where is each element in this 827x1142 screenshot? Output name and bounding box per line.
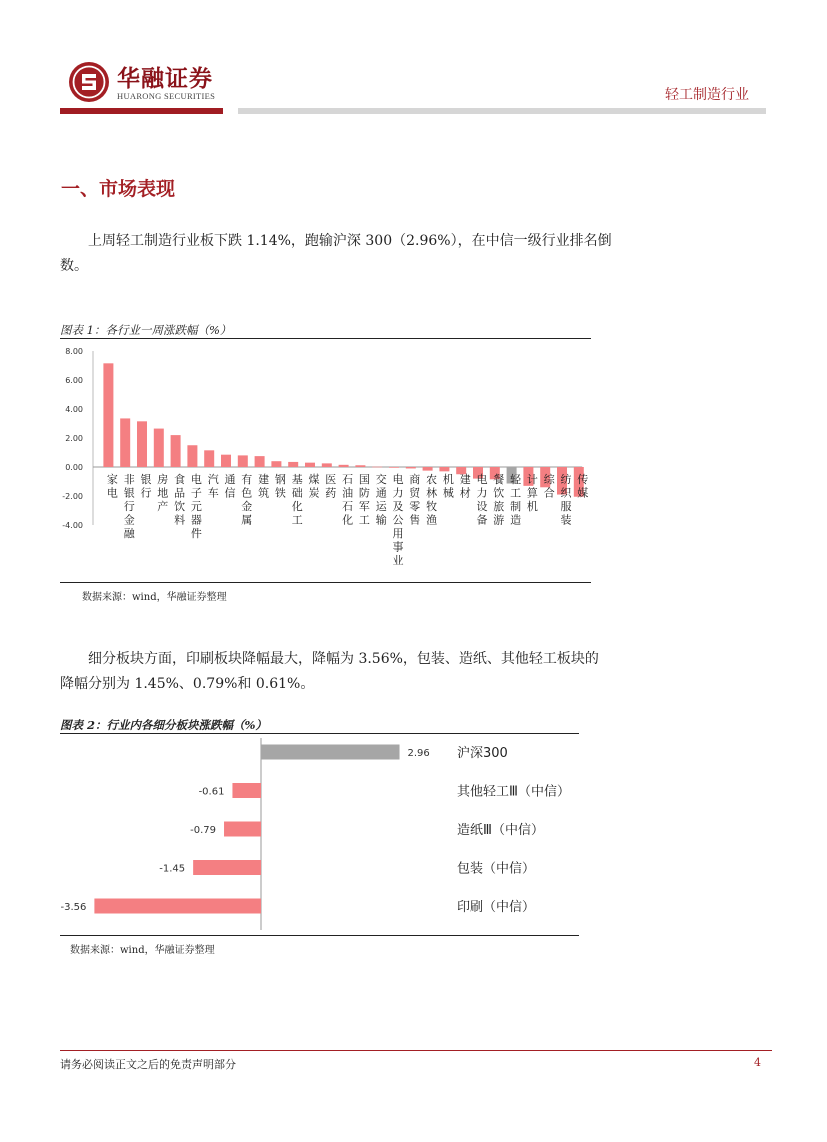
chart2-category-label: 其他轻工Ⅲ（中信） — [457, 784, 570, 800]
chart1-x-tick-label: 煤炭 — [308, 473, 320, 500]
chart2-data-label: 2.96 — [407, 748, 430, 759]
chart1-x-tick-label: 非银行金融 — [123, 473, 135, 540]
chart1-bar — [221, 455, 231, 467]
chart1-x-tick-label: 建材 — [459, 473, 471, 500]
chart1-y-tick: 6.00 — [65, 376, 83, 385]
chart1-x-tick-label: 通信 — [224, 473, 236, 500]
chart1-x-tick-label: 有色金属 — [241, 473, 253, 527]
chart1-x-tick-label: 医药 — [325, 473, 337, 500]
chart1-x-tick-label: 计算机 — [526, 473, 538, 513]
figure1-caption: 图表 1：各行业一周涨跌幅（%） — [60, 323, 232, 337]
footer-rule — [60, 1050, 772, 1051]
section-title: 一、市场表现 — [61, 178, 176, 200]
brand-name-cn: 华融证券 — [117, 66, 213, 92]
chart1-bar — [154, 429, 164, 467]
chart1-bar — [187, 445, 197, 467]
chart1-x-tick-label: 综合 — [543, 473, 555, 500]
chart1-y-tick: -2.00 — [62, 492, 83, 501]
chart1-x-tick-label: 纺织服装 — [560, 473, 572, 527]
subsector-change-chart — [60, 734, 579, 934]
chart1-bar — [271, 461, 281, 467]
chart1-bar — [305, 463, 315, 467]
chart1-bar — [372, 467, 382, 468]
chart2-bar — [224, 822, 261, 837]
chart1-x-tick-label: 电力设备 — [476, 473, 488, 527]
industry-weekly-change-chart — [60, 340, 591, 582]
chart1-bar — [288, 462, 298, 467]
figure1-top-rule — [60, 338, 591, 339]
chart1-y-tick: -4.00 — [62, 521, 83, 530]
chart2-data-label: -0.61 — [198, 786, 225, 798]
chart1-bar — [238, 455, 248, 467]
chart1-bar — [389, 467, 399, 468]
chart1-y-tick: 0.00 — [65, 463, 83, 472]
chart1-x-tick-label: 房地产 — [157, 473, 169, 513]
figure2-caption: 图表 2：行业内各细分板块涨跌幅（%） — [60, 718, 267, 732]
chart1-bar — [204, 450, 214, 467]
figure2-bottom-rule — [60, 935, 579, 936]
chart2-category-label: 造纸Ⅲ（中信） — [457, 823, 544, 838]
chart1-x-tick-label: 交通运输 — [375, 473, 387, 527]
chart2-category-label: 沪深300 — [457, 746, 508, 761]
chart2-bar — [193, 860, 261, 875]
chart1-x-tick-label: 建筑 — [258, 473, 270, 500]
chart1-x-tick-label: 汽车 — [207, 473, 219, 500]
chart2-category-label: 印刷（中信） — [457, 900, 536, 915]
chart1-x-tick-label: 钢铁 — [274, 473, 286, 500]
chart1-x-tick-label: 家电 — [106, 473, 118, 500]
chart2-data-label: -1.45 — [159, 863, 186, 875]
chart1-x-tick-label: 机械 — [442, 473, 454, 500]
chart1-x-tick-label: 商贸零售 — [409, 473, 421, 527]
chart2-bar — [261, 745, 400, 760]
chart2-data-label: -0.79 — [190, 825, 217, 836]
chart1-bar — [423, 467, 433, 471]
chart2-category-label: 包装（中信） — [457, 861, 536, 877]
chart1-x-tick-label: 电子元器件 — [190, 473, 202, 540]
brand-name-en: HUARONG SECURITIES — [117, 91, 216, 101]
chart1-y-tick: 8.00 — [65, 347, 83, 356]
paragraph-subsector-summary: 细分板块方面，印刷板块降幅最大，降幅为 3.56%，包装、造纸、其他轻工板块的降幅分别为 1.45%、0.79%和 0.61%。 — [60, 651, 599, 692]
chart1-x-tick-label: 轻工制造 — [510, 473, 522, 527]
footer-disclaimer: 请务必阅读正文之后的免责声明部分 — [60, 1058, 236, 1071]
chart1-bar — [255, 456, 265, 467]
chart1-x-tick-label: 基础化工 — [291, 473, 303, 527]
chart1-x-tick-label: 传媒 — [577, 473, 589, 500]
chart1-x-tick-label: 餐饮旅游 — [493, 473, 505, 527]
header-bar-red — [60, 108, 223, 114]
industry-tag: 轻工制造行业 — [665, 87, 749, 103]
chart1-bar — [439, 467, 449, 471]
chart1-x-tick-label: 农林牧渔 — [426, 473, 438, 527]
chart1-x-tick-label: 电力及公用事业 — [392, 473, 404, 567]
huarong-logo — [68, 61, 110, 103]
paragraph-market-summary: 上周轻工制造行业板下跌 1.14%，跑输沪深 300（2.96%），在中信一级行业排名倒数。 — [60, 233, 612, 274]
chart2-data-label: -3.56 — [60, 902, 87, 913]
chart1-bar — [355, 465, 365, 467]
chart1-y-tick: 2.00 — [65, 434, 83, 443]
chart1-x-tick-label: 食品饮料 — [174, 473, 186, 527]
figure1-source: 数据来源：wind，华融证券整理 — [82, 592, 227, 603]
header-bar-grey — [238, 108, 766, 114]
chart1-bar — [406, 467, 416, 468]
chart1-bar — [171, 435, 181, 467]
chart1-bar — [137, 421, 147, 467]
chart1-bar — [103, 363, 113, 467]
chart1-x-tick-label: 国防军工 — [358, 473, 370, 527]
chart1-bar — [322, 463, 332, 467]
chart1-y-tick: 4.00 — [65, 405, 83, 414]
chart1-bar — [120, 418, 130, 467]
page-number: 4 — [754, 1056, 761, 1069]
chart1-x-tick-label: 石油石化 — [342, 473, 354, 527]
chart1-x-tick-label: 银行 — [140, 473, 152, 500]
chart1-bar — [339, 465, 349, 467]
figure1-bottom-rule — [60, 582, 591, 583]
chart2-bar — [94, 899, 261, 914]
chart2-bar — [232, 783, 261, 798]
figure2-source: 数据来源：wind，华融证券整理 — [70, 945, 215, 956]
